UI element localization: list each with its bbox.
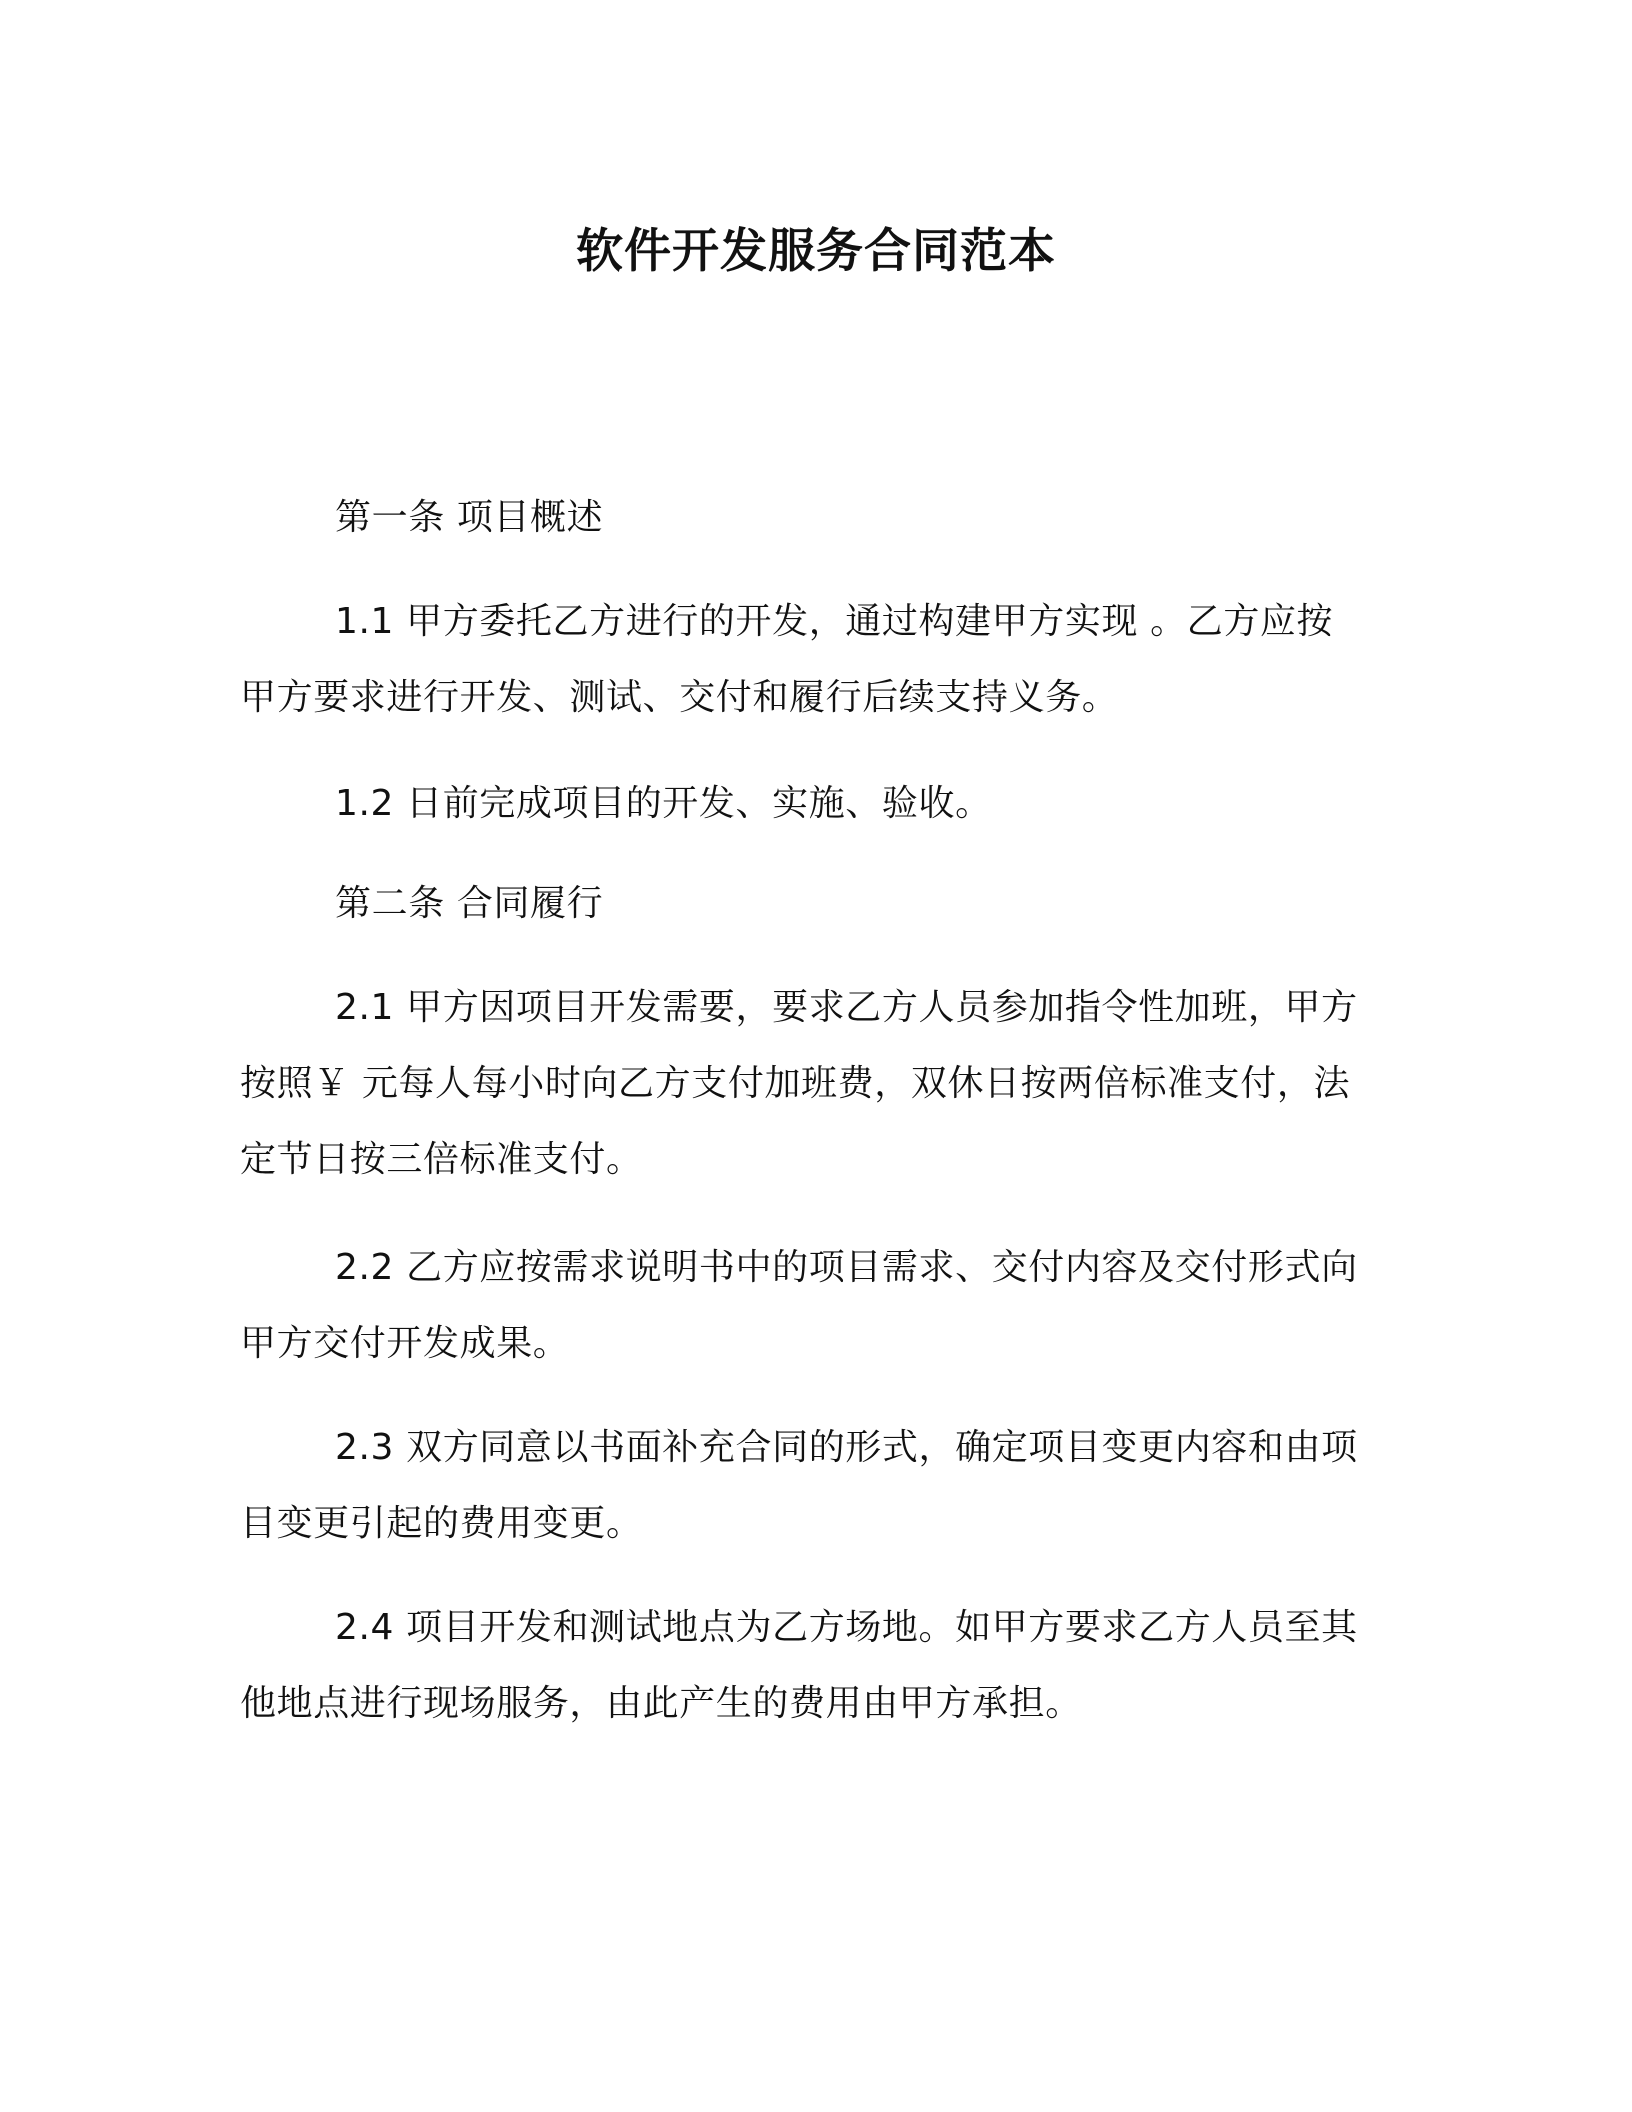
clause-2-2: 2.2 乙方应按需求说明书中的项目需求、交付内容及交付形式向甲方交付开发成果。 [240, 1247, 1358, 1364]
clause-2-4: 2.4 项目开发和测试地点为乙方场地。如甲方要求乙方人员至其他地点进行现场服务，由此产生的费用由甲方承担。 [240, 1607, 1358, 1724]
clause-1-2: 1.2 日前完成项目的开发、实施、验收。 [335, 783, 992, 824]
document-title: 软件开发服务合同范本 [576, 224, 1056, 279]
section-heading-2: 第二条 合同履行 [335, 883, 604, 924]
clause-1-1: 1.1 甲方委托乙方进行的开发，通过构建甲方实现 。乙方应按甲方要求进行开发、测试、交付和履行后续支持义务。 [240, 601, 1334, 718]
clause-2-3: 2.3 双方同意以书面补充合同的形式，确定项目变更内容和由项目变更引起的费用变更。 [240, 1427, 1358, 1544]
section-heading-1: 第一条 项目概述 [335, 497, 604, 538]
clause-2-1: 2.1 甲方因项目开发需要，要求乙方人员参加指令性加班，甲方按照￥ 元每人每小时向乙方支付加班费，双休日按两倍标准支付，法定节日按三倍标准支付。 [240, 987, 1358, 1180]
